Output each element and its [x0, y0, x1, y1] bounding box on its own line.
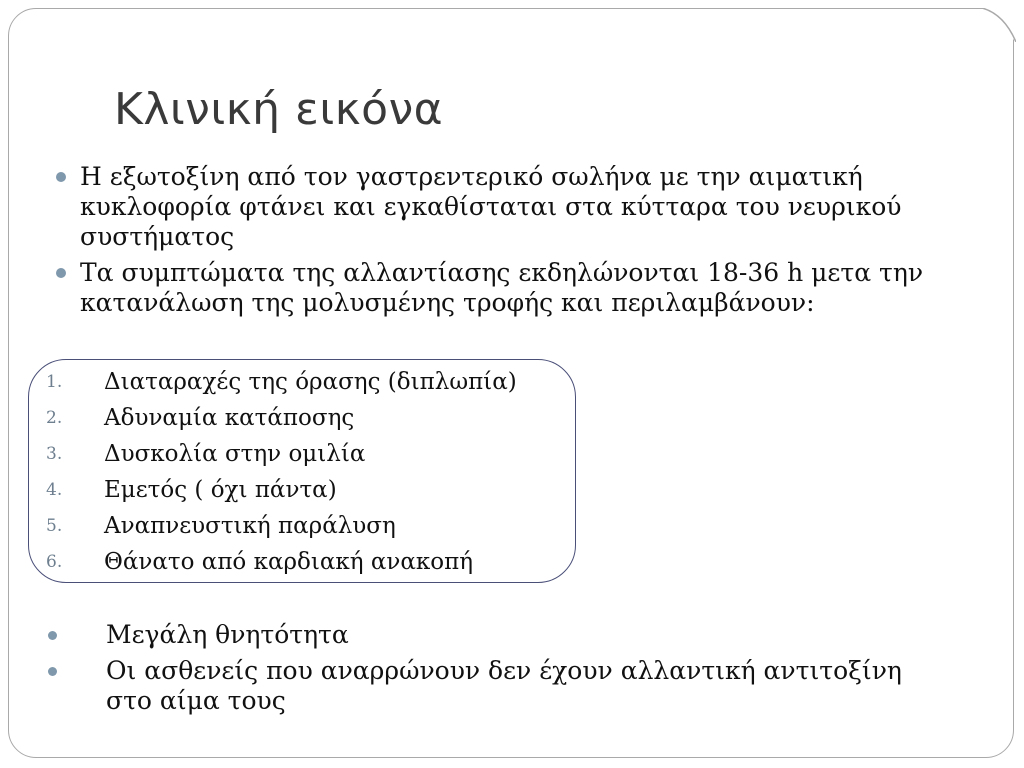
- list-item-text: Αναπνευστική παράλυση: [104, 513, 396, 539]
- bullet-item: [56, 162, 936, 252]
- list-number: 1.: [46, 372, 63, 392]
- bullet-item: [56, 258, 936, 318]
- bullet-text: Οι ασθενείς που αναρρώνουν δεν έχουν αλλαντική αντιτοξίνη στο αίμα τους: [106, 656, 902, 715]
- bottom-bullet-list: [46, 620, 946, 722]
- list-item-text: Διαταραχές της όρασης (διπλωπία): [104, 369, 517, 395]
- list-number: 6.: [46, 552, 63, 572]
- list-number: 3.: [46, 444, 63, 464]
- bullet-item: [46, 656, 946, 716]
- page-curl-decoration: [982, 8, 1016, 42]
- bullet-dot-icon: [56, 172, 66, 182]
- bullet-text: Τα συμπτώματα της αλλαντίασης εκδηλώνονται 18-36 h μετα την κατανάλωση της μολυσμένης τροφής και περιλαμβάνουν:: [80, 258, 924, 317]
- bullet-dot-icon: [48, 631, 57, 640]
- bullet-list: [56, 162, 936, 324]
- list-item-text: Αδυναμία κατάποσης: [104, 405, 355, 431]
- slide-title: Κλινική εικόνα: [114, 84, 444, 135]
- bullet-item: [46, 620, 946, 650]
- list-number: 4.: [46, 480, 63, 500]
- list-item-text: Εμετός ( όχι πάντα): [104, 477, 337, 503]
- list-item-text: Δυσκολία στην ομιλία: [104, 441, 366, 467]
- bullet-dot-icon: [56, 268, 66, 278]
- list-number: 2.: [46, 408, 63, 428]
- list-number: 5.: [46, 516, 63, 536]
- bullet-text: Μεγάλη θνητότητα: [106, 620, 349, 649]
- list-item-text: Θάνατο από καρδιακή ανακοπή: [104, 549, 474, 575]
- bullet-dot-icon: [48, 667, 57, 676]
- bullet-text: Η εξωτοξίνη από τον γαστρεντερικό σωλήνα με την αιματική κυκλοφορία φτάνει και εγκαθίσταται στα κύτταρα του νευρικού συστήματος: [80, 162, 902, 251]
